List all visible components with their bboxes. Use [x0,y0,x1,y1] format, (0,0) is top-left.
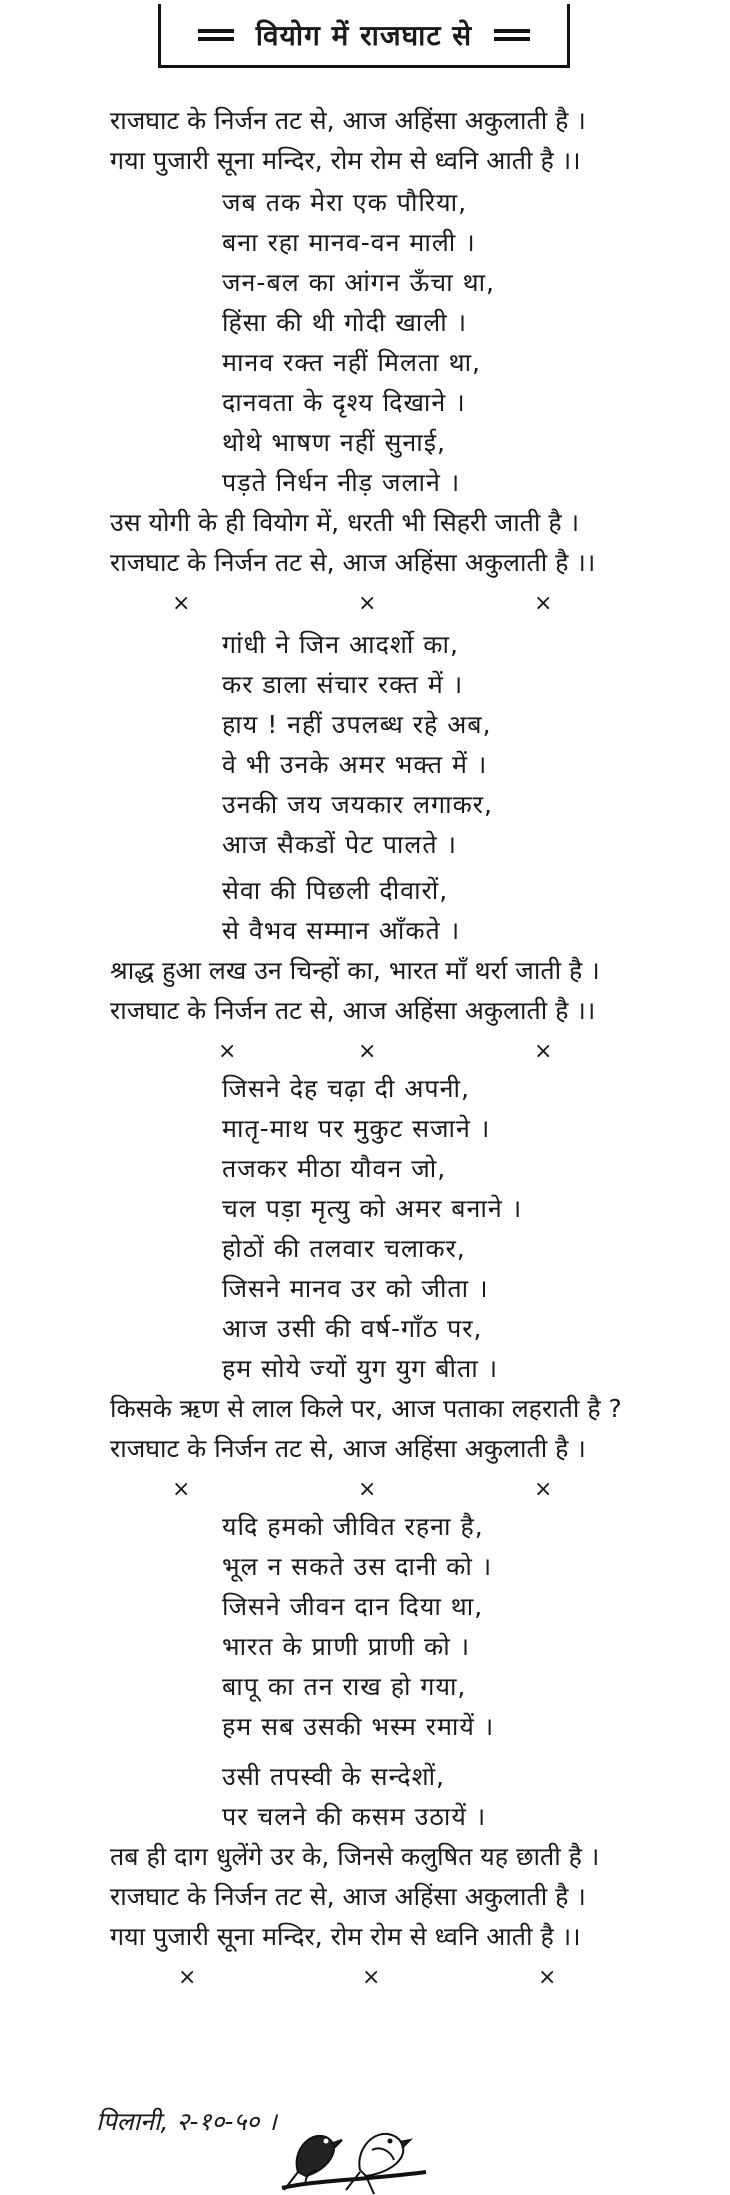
refrain-line: राजघाट के निर्जन तट से, आज अहिंसा अकुलाती है ।। [110,996,596,1025]
separator-mark: × [362,1965,381,1990]
verse-line: आज सैकडों पेट पालते । [222,830,457,859]
verse-line: बना रहा मानव-वन माली । [222,228,476,257]
poem-title: वियोग में राजघाट से [255,18,473,52]
refrain-line: किसके ऋण से लाल किले पर, आज पताका लहराती है ? [110,1394,622,1423]
verse-line: बापू का तन राख हो गया, [222,1672,467,1701]
refrain-line: राजघाट के निर्जन तट से, आज अहिंसा अकुलाती है । [110,106,586,135]
separator-mark: × [534,1477,553,1502]
separator-mark: × [538,1965,557,1990]
verse-line: उसी तपस्वी के सन्देशों, [222,1762,445,1791]
verse-line: जब तक मेरा एक पौरिया, [222,188,468,217]
separator-mark: × [172,1477,191,1502]
refrain-line: राजघाट के निर्जन तट से, आज अहिंसा अकुलाती है । [110,1434,586,1463]
verse-line: होठों की तलवार चलाकर, [222,1234,466,1263]
verse-line: तजकर मीठा यौवन जो, [222,1154,447,1183]
place-date-signature: पिलानी, २-१०-५० । [96,2107,277,2136]
verse-line: आज उसी की वर्ष-गाँठ पर, [222,1314,483,1343]
verse-line: चल पड़ा मृत्यु को अमर बनाने । [222,1194,523,1223]
refrain-line: उस योगी के ही वियोग में, धरती भी सिहरी जाती है । [110,508,580,537]
bird-icon [346,2134,410,2194]
separator-mark: × [178,1965,197,1990]
verse-line: गांधी ने जिन आदर्शो का, [222,630,459,659]
title-left-bars [198,29,234,41]
title-right-bars [494,29,530,41]
separator-mark: × [534,591,553,616]
verse-line: जिसने देह चढ़ा दी अपनी, [222,1074,470,1103]
verse-line: सेवा की पिछली दीवारों, [222,876,449,905]
separator-mark: × [358,1477,377,1502]
verse-line: जिसने मानव उर को जीता । [222,1274,489,1303]
birds-illustration [276,2110,436,2195]
verse-line: पड़ते निर्धन नीड़ जलाने । [222,468,461,497]
verse-line: पर चलने की कसम उठायें । [222,1802,487,1831]
verse-line: से वैभव सम्मान आँकते । [222,916,461,945]
verse-line: उनकी जय जयकार लगाकर, [222,790,493,819]
verse-line: थोथे भाषण नहीं सुनाई, [222,428,446,457]
verse-line: दानवता के दृश्य दिखाने । [222,388,466,417]
separator-mark: × [218,1039,237,1064]
separator-mark: × [534,1039,553,1064]
verse-line: भारत के प्राणी प्राणी को । [222,1632,471,1661]
title-box [158,4,570,68]
verse-line: यदि हमको जीवित रहना है, [222,1512,484,1541]
separator-mark: × [358,591,377,616]
refrain-line: तब ही दाग धुलेंगे उर के, जिनसे कलुषित यह छाती है । [110,1842,600,1871]
verse-line: मानव रक्त नहीं मिलता था, [222,348,481,377]
separator-mark: × [358,1039,377,1064]
verse-line: हम सोये ज्यों युग युग बीता । [222,1354,499,1383]
verse-line: जिसने जीवन दान दिया था, [222,1592,484,1621]
separator-mark: × [172,591,191,616]
refrain-line: श्राद्ध हुआ लख उन चिन्हों का, भारत माँ थर्रा जाती है । [110,956,600,985]
verse-line: हिंसा की थी गोदी खाली । [222,308,468,337]
verse-line: कर डाला संचार रक्त में । [222,670,464,699]
verse-line: मातृ-माथ पर मुकुट सजाने । [222,1114,491,1143]
refrain-line: राजघाट के निर्जन तट से, आज अहिंसा अकुलाती है । [110,1882,586,1911]
refrain-line: गया पुजारी सूना मन्दिर, रोम रोम से ध्वनि आती है ।। [110,1922,581,1951]
verse-line: जन-बल का आंगन ऊँचा था, [222,268,496,297]
refrain-line: गया पुजारी सूना मन्दिर, रोम रोम से ध्वनि आती है ।। [110,146,581,175]
verse-line: वे भी उनके अमर भक्त में । [222,750,488,779]
verse-line: हाय ! नहीं उपलब्ध रहे अब, [222,710,492,739]
verse-line: भूल न सकते उस दानी को । [222,1552,493,1581]
refrain-line: राजघाट के निर्जन तट से, आज अहिंसा अकुलाती है ।। [110,548,596,577]
verse-line: हम सब उसकी भस्म रमायें । [222,1712,495,1741]
